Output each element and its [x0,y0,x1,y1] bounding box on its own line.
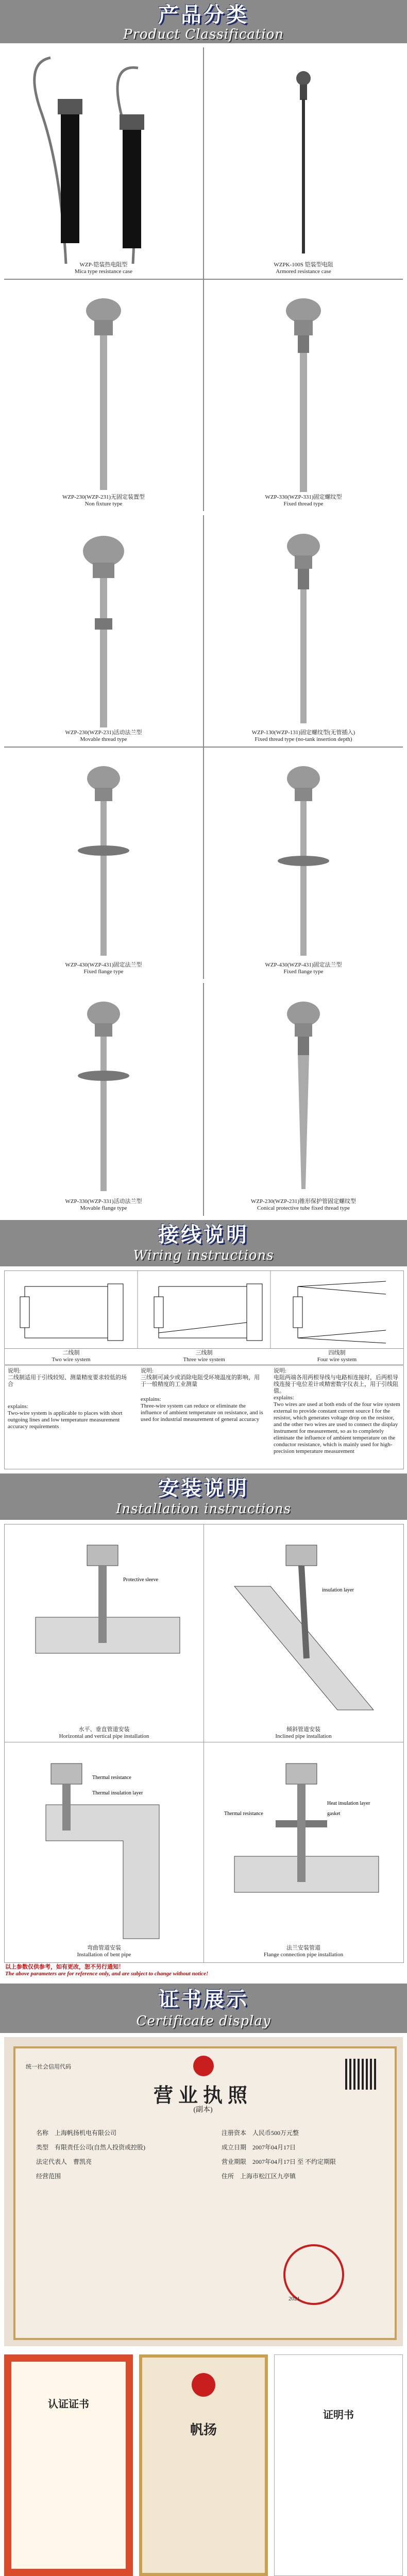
product-caption-zh: WZPK-100S 铠装型电阻 [274,262,333,268]
product-caption-en: Fixed flange type [283,969,324,975]
product-caption-en: Movable flange type [80,1205,127,1211]
product-caption-en: Non fixture type [84,501,123,507]
warning-en: The above parameters are for reference only, and are subject to change without notice! [5,1971,209,1977]
wiring-note-en-title: explains: [8,1403,28,1410]
license-field: 经营范围 [36,2173,61,2180]
wiring-note-title: 说明: [8,1368,21,1374]
install-caption-zh: 倾斜管道安装 [286,1726,320,1733]
non-fixture-rtd-image [4,280,203,496]
wiring-note-en: Two wires are used at both ends of the four wire system external to provide constant current source I for the resistor, which generates voltage drop on the resistor, and the other two wires are used to connect the display instrument for measurement, so as to completely eliminate the influence of ambient temperature on the conductor resistance, which is mainly used for high-precision temperature measurement [274,1401,400,1454]
install-caption-zh: 法兰安装管道 [286,1945,320,1951]
product-card [4,47,203,279]
flange-pipe-diagram [204,1743,403,1944]
wiring-type-en: Four wire system [317,1357,357,1363]
install-caption-en: Inclined pipe installation [275,1733,332,1739]
fixed-flange-rtd-image [4,748,203,964]
wiring-schematic [5,1271,403,1348]
qr-code-icon [345,2059,376,2090]
product-card [204,280,403,511]
products-title-en: Product Classification [123,27,284,42]
product-card [4,748,203,979]
product-caption-en: Fixed thread type (no-tank insertion depth) [255,736,352,742]
national-emblem-icon [193,2056,214,2076]
license-year: 2021 [289,2296,300,2302]
fixed-flange-rtd-image [204,748,403,964]
license-field: 成立日期 2007年04月17日 [222,2144,296,2151]
certs-banner [0,1984,407,2033]
product-card [204,47,403,279]
install-caption-en: Horizontal and vertical pipe installation [59,1733,149,1739]
warning-text [5,1964,402,1977]
product-card [204,515,403,747]
install-title-en: Installation instructions [116,1501,291,1517]
label-thermal-insulation: Thermal insulation layer [92,1790,143,1796]
products-title-zh: 产品分类 [158,3,249,27]
product-caption-zh: WZP-230(WZP-231)锥形保护管固定螺纹型 [250,1198,357,1205]
product-panel-c [4,983,403,1216]
wiring-title-en: Wiring instructions [133,1248,274,1263]
wiring-note-zh: 二线制适用于引线较短、测量精度要求较低的场合 [8,1375,127,1387]
cert-card [4,2354,133,2576]
product-caption-zh: WZP-230(WZP-231)无固定装置型 [62,494,145,500]
product-panel-b [4,515,403,979]
business-license [4,2037,403,2346]
fixed-thread-no-tank-image [204,515,403,732]
wiring-note-en: Two-wire system is applicable to places with short outgoing lines and low temperature measurement accuracy requirements [8,1410,123,1430]
wiring-type-en: Two wire system [52,1357,91,1363]
product-caption-zh: WZP-铠装热电阻型 [79,262,128,268]
wiring-type-zh: 四线制 [328,1350,346,1356]
wiring-diagrams [4,1270,404,1349]
product-caption-zh: WZP-330(WZP-331)固定螺纹型 [265,494,342,500]
wiring-note-title: 说明: [274,1368,287,1374]
wiring-type-en: Three wire system [183,1357,225,1363]
product-caption-zh: WZP-430(WZP-431)固定法兰型 [265,962,342,968]
cert-title: 认证证书 [48,2399,89,2410]
mica-rtd-image [4,47,203,264]
armored-rtd-image [204,47,403,264]
product-card [4,280,203,511]
wiring-note-title: 说明: [141,1368,154,1374]
bent-pipe-diagram [5,1743,204,1944]
wiring-type-zh: 二线制 [62,1350,80,1356]
wiring-note-en-title: explains: [141,1396,161,1402]
wiring-type-zh: 三线制 [195,1350,213,1356]
horizontal-pipe-diagram [5,1524,204,1725]
products-banner [0,0,407,43]
product-caption-en: Fixed thread type [283,501,324,507]
label-protective-sleeve: Protective sleeve [123,1577,159,1583]
label-thermal: Thermal resistance [224,1811,263,1817]
product-caption-en: Movable thread type [80,736,127,742]
install-banner [0,1473,407,1520]
label-insulation-layer: insulation layer [322,1587,354,1593]
wiring-note-en: Three-wire system can reduce or eliminate the influence of ambient temperature on resistance, and is used for industrial measurement of general accuracy [141,1403,263,1422]
wiring-type-labels [4,1349,404,1365]
product-caption-zh: WZP-230(WZP-231)活动法兰型 [65,730,142,736]
product-panel-a [4,47,403,511]
install-caption-zh: 水平、垂直管道安装 [78,1726,130,1733]
label-thermal-resistance: Thermal resistance [92,1775,131,1781]
product-card [204,748,403,979]
cert-title: 帆扬 [190,2422,217,2437]
label-gasket: gasket [327,1811,341,1817]
conical-tube-rtd-image [204,983,403,1199]
movable-thread-rtd-image [4,515,203,732]
cert-card [139,2354,268,2576]
product-card [204,983,403,1216]
certs-title-zh: 证书展示 [158,1988,249,2011]
license-field: 名称 上海帆扬机电有限公司 [36,2129,117,2137]
certs-title-en: Certificate display [136,2013,271,2029]
cert-emblem-icon [192,2373,215,2397]
wiring-banner [0,1220,407,1266]
wiring-note-zh: 电阻两端各用两根导线与电路相连接时，后两根导线连接于电位差计或精密数字仪表上，用于引线阻值。 [274,1375,398,1394]
cert-card [274,2354,403,2576]
product-caption-en: Conical protective tube fixed thread type [257,1205,350,1211]
license-field: 法定代表人 曹凯亮 [36,2158,92,2165]
install-caption-zh: 弯曲管道安装 [87,1945,121,1951]
license-field: 类型 有限责任公司(自然人投资或控股) [36,2144,146,2151]
movable-flange-rtd-image [4,983,203,1199]
product-caption-en: Fixed flange type [83,969,124,975]
license-title: 营业执照 [153,2083,252,2107]
license-field: 注册资本 人民币500万元整 [222,2129,299,2137]
product-card [4,515,203,747]
product-caption-en: Armored resistance case [276,268,331,275]
cert-row-1 [4,2354,403,2576]
product-caption-zh: WZP-330(WZP-331)活动法兰型 [65,1198,142,1205]
license-subtitle: (副本) [193,2106,213,2114]
product-caption-en: Mica type resistance case [74,268,133,275]
install-caption-en: Installation of bent pipe [77,1952,131,1958]
install-caption-en: Flange connection pipe installation [263,1952,344,1958]
wiring-note-en-title: explains: [274,1395,294,1401]
license-field: 住所 上海市松江区九亭镇 [222,2173,296,2180]
product-caption-zh: WZP-430(WZP-431)固定法兰型 [65,962,142,968]
wiring-title-zh: 接线说明 [158,1223,249,1247]
product-caption-zh: WZP-130(WZP-131)固定螺纹型(无管插入) [251,730,355,736]
warning-zh: 以上参数仅供参考，如有更改，恕不另行通知！ [5,1964,124,1970]
cert-title: 证明书 [323,2410,354,2421]
license-field: 营业期限 2007年04月17日 至 不约定期限 [222,2158,336,2165]
wiring-note-zh: 三线制可减少或消除电阻受环境温度的影响，用于一般精度的工业测量 [141,1375,260,1387]
wiring-notes [4,1365,404,1469]
license-credit-label: 统一社会信用代码 [26,2064,71,2070]
install-grid [4,1524,404,1963]
install-title-zh: 安装说明 [158,1477,249,1500]
product-card [4,983,203,1216]
inclined-pipe-diagram [204,1524,403,1725]
label-heat-insulation: Heat insulation layer [327,1801,370,1806]
fixed-thread-rtd-image [204,280,403,496]
